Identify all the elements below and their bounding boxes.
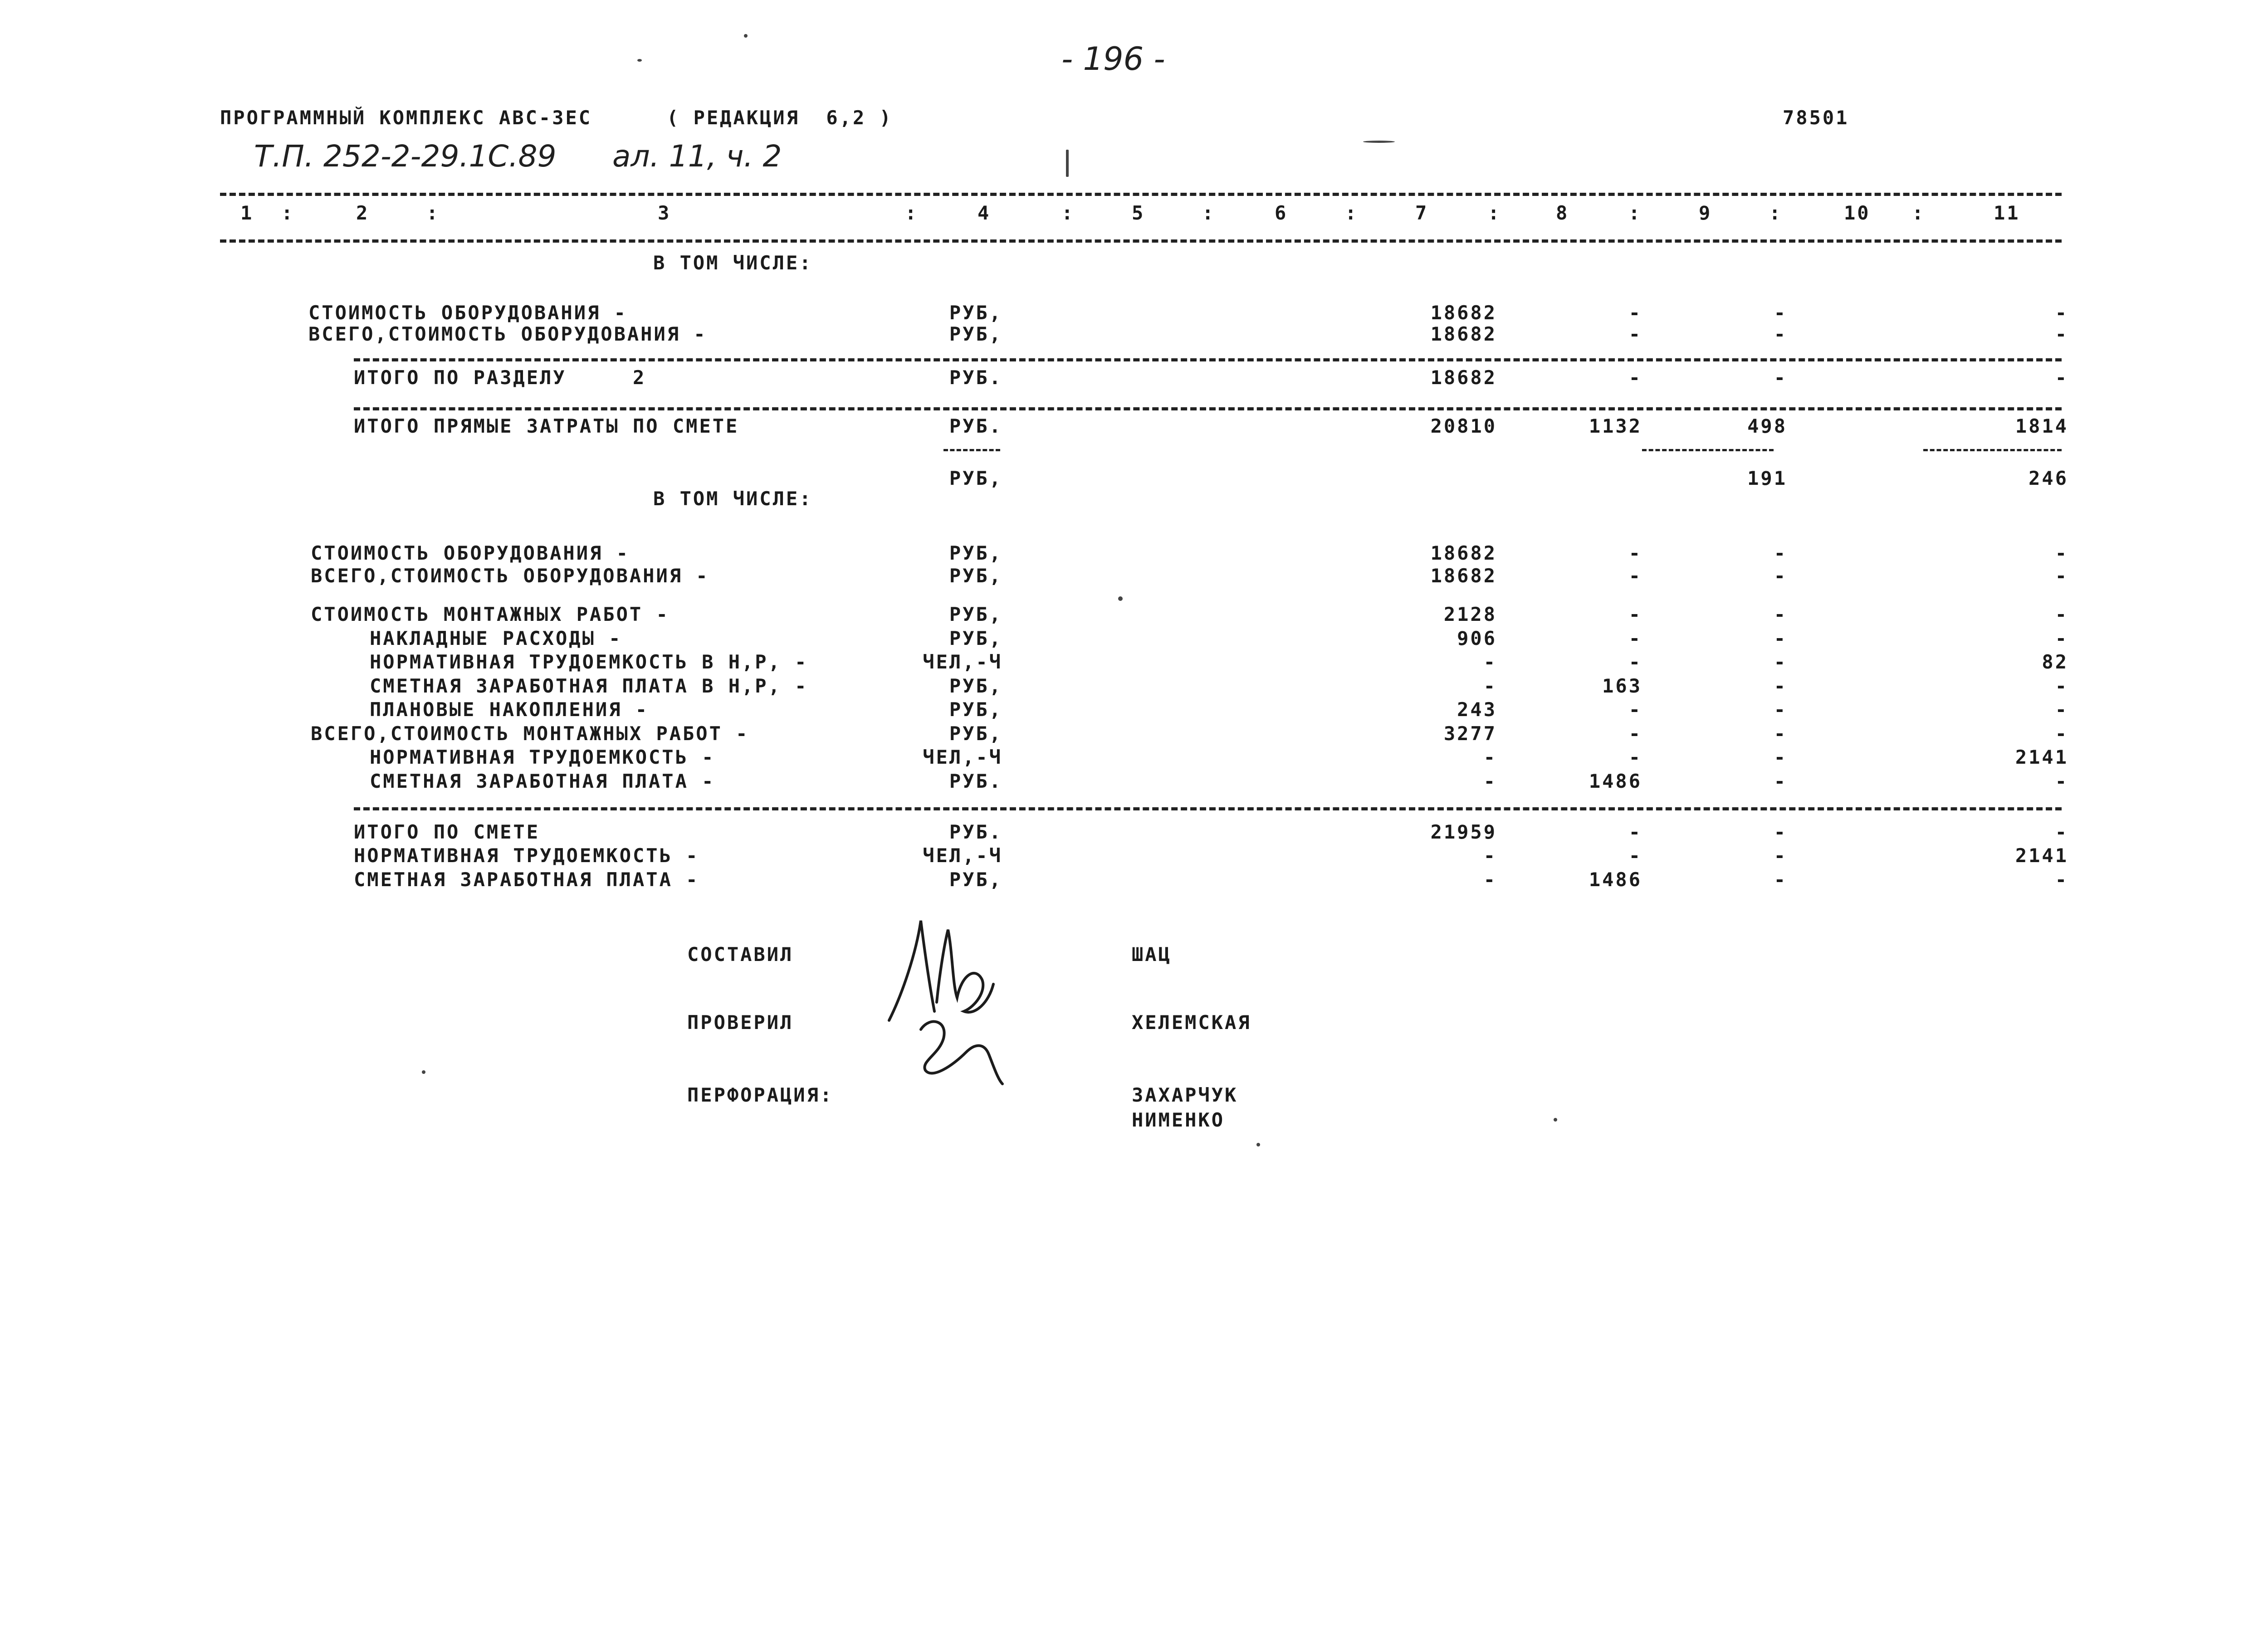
cell-col9: - — [1774, 675, 1787, 697]
header-bottom-rule — [220, 239, 2062, 243]
cell-unit: РУБ. — [949, 821, 1002, 843]
cell-col11: - — [2055, 542, 2068, 564]
header-top-rule — [220, 193, 2062, 196]
cell-description: НОРМАТИВНАЯ ТРУДОЕМКОСТЬ В Н,Р, - — [370, 651, 808, 673]
cell-col7: 906 — [1457, 627, 1497, 649]
rule-section-total — [354, 358, 2062, 361]
cell-unit: РУБ, — [949, 603, 1002, 625]
cell-col9: - — [1774, 844, 1787, 867]
table-row — [0, 844, 2268, 869]
table-row — [0, 542, 2268, 566]
cell-description: В ТОМ ЧИСЛЕ: — [653, 488, 813, 510]
cell-col8: 163 — [1602, 675, 1642, 697]
column-number: 2 — [356, 202, 370, 224]
column-number: 7 — [1415, 202, 1429, 224]
cell-col9: - — [1774, 323, 1787, 345]
program-title: ПРОГРАММНЫЙ КОМПЛЕКС АВС-3ЕС — [220, 107, 592, 129]
table-row — [0, 366, 2268, 391]
signature-name-perforation-1: ЗАХАРЧУК — [1132, 1084, 1238, 1106]
cell-col9: - — [1774, 542, 1787, 564]
cell-description: ПЛАНОВЫЕ НАКОПЛЕНИЯ - — [370, 698, 649, 721]
cell-col11: - — [2055, 770, 2068, 792]
cell-col9: - — [1774, 366, 1787, 389]
cell-col11: - — [2055, 821, 2068, 843]
cell-col8: - — [1628, 565, 1642, 587]
table-row — [0, 821, 2268, 845]
cell-col9: - — [1774, 821, 1787, 843]
cell-unit: ЧЕЛ,-Ч — [923, 746, 1002, 768]
cell-description: СТОИМОСТЬ ОБОРУДОВАНИЯ - — [311, 542, 630, 564]
cell-col7: 2128 — [1443, 603, 1497, 625]
cell-col11: - — [2055, 868, 2068, 891]
cell-col11: 2141 — [2015, 746, 2068, 768]
cell-col11: - — [2055, 675, 2068, 697]
cell-col7: 20810 — [1430, 415, 1497, 437]
column-number: 6 — [1275, 202, 1288, 224]
scan-speck — [1554, 1118, 1557, 1122]
column-separator: : — [1202, 202, 1216, 224]
cell-col9: - — [1774, 722, 1787, 745]
column-separator: : — [1769, 202, 1783, 224]
scan-speck — [1256, 1143, 1260, 1146]
cell-unit: РУБ, — [949, 868, 1002, 891]
handwritten-sheet: ал. 11, ч. 2 — [612, 139, 782, 174]
column-separator: : — [905, 202, 919, 224]
table-row — [0, 565, 2268, 589]
scan-speck — [637, 59, 642, 62]
cell-col7: 18682 — [1430, 323, 1497, 345]
cell-col11: - — [2055, 323, 2068, 345]
cell-col8: - — [1628, 746, 1642, 768]
cell-description: ИТОГО ПО РАЗДЕЛУ 2 — [354, 366, 646, 389]
cell-unit: РУБ, — [949, 698, 1002, 721]
cell-col9: - — [1774, 868, 1787, 891]
cell-col11: 2141 — [2015, 844, 2068, 867]
table-row — [0, 770, 2268, 795]
cell-col7: 18682 — [1430, 542, 1497, 564]
table-row — [0, 675, 2268, 699]
cell-col11: - — [2055, 603, 2068, 625]
column-separator: : — [426, 202, 440, 224]
cell-description: СТОИМОСТЬ ОБОРУДОВАНИЯ - — [308, 302, 627, 324]
cell-unit: РУБ. — [949, 366, 1002, 389]
cell-col11: 1814 — [2015, 415, 2068, 437]
column-number: 5 — [1132, 202, 1145, 224]
cell-col8: - — [1628, 698, 1642, 721]
cell-col11: - — [2055, 366, 2068, 389]
cell-col8: - — [1628, 542, 1642, 564]
column-separator: : — [1061, 202, 1075, 224]
table-row — [0, 746, 2268, 771]
cell-description: ВСЕГО,СТОИМОСТЬ МОНТАЖНЫХ РАБОТ - — [311, 722, 749, 745]
table-row — [0, 302, 2268, 326]
table-row — [0, 627, 2268, 652]
cell-unit: РУБ, — [949, 542, 1002, 564]
cell-col7: 18682 — [1430, 565, 1497, 587]
column-separator: : — [1628, 202, 1642, 224]
signature-role-perforation: ПЕРФОРАЦИЯ: — [687, 1084, 834, 1106]
signature-role-checked: ПРОВЕРИЛ — [687, 1011, 794, 1034]
column-number: 8 — [1556, 202, 1569, 224]
cell-description: СМЕТНАЯ ЗАРАБОТНАЯ ПЛАТА - — [354, 868, 699, 891]
cell-col7: - — [1483, 675, 1497, 697]
cell-unit: РУБ, — [949, 627, 1002, 649]
cell-description: НОРМАТИВНАЯ ТРУДОЕМКОСТЬ - — [370, 746, 715, 768]
cell-unit: РУБ. — [949, 415, 1002, 437]
cell-description: ВСЕГО,СТОИМОСТЬ ОБОРУДОВАНИЯ - — [311, 565, 709, 587]
scan-speck — [1363, 141, 1395, 143]
cell-unit: РУБ, — [949, 675, 1002, 697]
rule-direct-costs — [354, 407, 2062, 410]
cell-col9: - — [1774, 302, 1787, 324]
cell-col8: 1132 — [1589, 415, 1642, 437]
cell-col8: - — [1628, 323, 1642, 345]
cell-col7: - — [1483, 770, 1497, 792]
scan-speck — [744, 34, 748, 38]
table-row — [0, 252, 2268, 276]
column-number: 1 — [240, 202, 254, 224]
cell-col7: - — [1483, 746, 1497, 768]
cell-unit: РУБ. — [949, 770, 1002, 792]
cell-col8: - — [1628, 651, 1642, 673]
cell-unit: РУБ, — [949, 323, 1002, 345]
cell-col8: 1486 — [1589, 868, 1642, 891]
cell-col9: 191 — [1747, 467, 1787, 489]
column-separator: : — [1912, 202, 1926, 224]
cell-col11: - — [2055, 698, 2068, 721]
column-separator: : — [281, 202, 295, 224]
cell-col8: - — [1628, 821, 1642, 843]
scan-speck — [1118, 596, 1123, 601]
cell-unit: ЧЕЛ,-Ч — [923, 844, 1002, 867]
document-code: 78501 — [1783, 107, 1849, 129]
cell-col7: 18682 — [1430, 302, 1497, 324]
cell-col7: 3277 — [1443, 722, 1497, 745]
cell-col11: 246 — [2028, 467, 2068, 489]
page-number: - 196 - — [1061, 40, 1165, 78]
signature-name-checked: ХЕЛЕМСКАЯ — [1132, 1011, 1251, 1034]
rule-col9-short — [1642, 449, 1774, 451]
handwritten-reference: Т.П. 252-2-29.1С.89 — [254, 139, 557, 174]
cell-col8: 1486 — [1589, 770, 1642, 792]
scan-speck — [422, 1070, 425, 1074]
table-row — [0, 651, 2268, 675]
cell-description: НОРМАТИВНАЯ ТРУДОЕМКОСТЬ - — [354, 844, 699, 867]
cell-col7: - — [1483, 651, 1497, 673]
column-separator: : — [1488, 202, 1501, 224]
cell-col9: - — [1774, 627, 1787, 649]
column-number: 9 — [1699, 202, 1712, 224]
cell-description: В ТОМ ЧИСЛЕ: — [653, 252, 813, 274]
cell-description: СТОИМОСТЬ МОНТАЖНЫХ РАБОТ - — [311, 603, 670, 625]
cell-description: ИТОГО ПО СМЕТЕ — [354, 821, 540, 843]
cell-description: ВСЕГО,СТОИМОСТЬ ОБОРУДОВАНИЯ - — [308, 323, 707, 345]
cell-col11: 82 — [2042, 651, 2068, 673]
handwritten-signature-checker — [912, 1011, 1016, 1088]
cell-unit: РУБ, — [949, 565, 1002, 587]
rule-unit-short — [943, 449, 1000, 451]
cell-unit: РУБ, — [949, 467, 1002, 489]
scan-speck — [1066, 150, 1069, 177]
table-row — [0, 488, 2268, 512]
table-row — [0, 698, 2268, 723]
cell-col7: 21959 — [1430, 821, 1497, 843]
cell-col9: - — [1774, 603, 1787, 625]
cell-col11: - — [2055, 565, 2068, 587]
cell-col11: - — [2055, 302, 2068, 324]
table-row — [0, 415, 2268, 439]
cell-col8: - — [1628, 627, 1642, 649]
cell-col11: - — [2055, 722, 2068, 745]
column-number: 3 — [658, 202, 671, 224]
cell-col7: 18682 — [1430, 366, 1497, 389]
column-number: 10 — [1844, 202, 1871, 224]
cell-col7: - — [1483, 868, 1497, 891]
signature-name-perforation-2: НИМЕНКО — [1132, 1109, 1225, 1131]
cell-col7: - — [1483, 844, 1497, 867]
cell-col9: - — [1774, 698, 1787, 721]
cell-col8: - — [1628, 603, 1642, 625]
cell-unit: РУБ, — [949, 302, 1002, 324]
table-row — [0, 722, 2268, 747]
table-row — [0, 868, 2268, 893]
cell-col9: - — [1774, 565, 1787, 587]
cell-unit: РУБ, — [949, 722, 1002, 745]
cell-col11: - — [2055, 627, 2068, 649]
table-row — [0, 603, 2268, 628]
cell-col9: 498 — [1747, 415, 1787, 437]
signature-name-compiled: ШАЦ — [1132, 943, 1172, 966]
cell-description: СМЕТНАЯ ЗАРАБОТНАЯ ПЛАТА - — [370, 770, 715, 792]
cell-col7: 243 — [1457, 698, 1497, 721]
edition-label: ( РЕДАКЦИЯ 6,2 ) — [667, 107, 893, 129]
cell-col8: - — [1628, 844, 1642, 867]
column-number: 11 — [1994, 202, 2020, 224]
cell-unit: ЧЕЛ,-Ч — [923, 651, 1002, 673]
signature-role-compiled: СОСТАВИЛ — [687, 943, 794, 966]
rule-col11-short — [1923, 449, 2062, 451]
cell-description: СМЕТНАЯ ЗАРАБОТНАЯ ПЛАТА В Н,Р, - — [370, 675, 808, 697]
cell-description: ИТОГО ПРЯМЫЕ ЗАТРАТЫ ПО СМЕТЕ — [354, 415, 739, 437]
cell-col9: - — [1774, 746, 1787, 768]
rule-estimate-total — [354, 807, 2062, 810]
cell-col8: - — [1628, 366, 1642, 389]
cell-col9: - — [1774, 770, 1787, 792]
cell-col8: - — [1628, 302, 1642, 324]
cell-description: НАКЛАДНЫЕ РАСХОДЫ - — [370, 627, 622, 649]
column-separator: : — [1345, 202, 1359, 224]
column-number: 4 — [978, 202, 991, 224]
table-row — [0, 323, 2268, 347]
cell-col9: - — [1774, 651, 1787, 673]
cell-col8: - — [1628, 722, 1642, 745]
